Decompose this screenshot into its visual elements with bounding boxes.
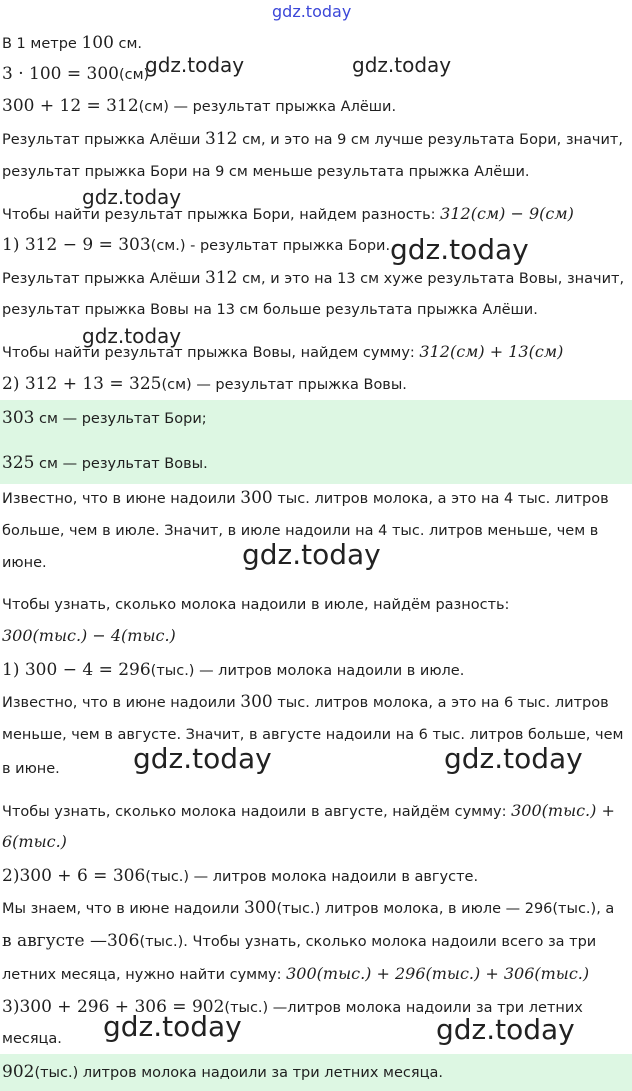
text-line: Чтобы узнать, сколько молока надоили в июле, найдём разность: bbox=[2, 597, 510, 613]
text-line: Известно, что в июне надоили 300 тыс. литров молока, а это на 4 тыс. литров bbox=[2, 488, 609, 508]
text-line: Чтобы найти результат прыжка Вовы, найдем сумму: 312(см) + 13(см) bbox=[2, 342, 564, 361]
text-line: летних месяца, нужно найти сумму: 300(тыс.) + 296(тыс.) + 306(тыс.) bbox=[2, 964, 590, 983]
equation-line: 300(тыс.) − 4(тыс.) bbox=[2, 626, 176, 645]
watermark: gdz.today bbox=[103, 1010, 242, 1043]
text-line: Чтобы узнать, сколько молока надоили в августе, найдём сумму: 300(тыс.) + bbox=[2, 801, 615, 820]
text-line: в августе —306(тыс.). Чтобы узнать, сколько молока надоили всего за три bbox=[2, 931, 597, 951]
watermark: gdz.today bbox=[444, 742, 583, 775]
watermark-top: gdz.today bbox=[272, 2, 352, 21]
watermark: gdz.today bbox=[436, 1013, 575, 1046]
text-line: Чтобы найти результат прыжка Бори, найдем разность: 312(см) − 9(см) bbox=[2, 204, 574, 223]
answer-line: 902(тыс.) литров молока надоили за три летних месяца. bbox=[2, 1062, 443, 1082]
equation-line: 300 + 12 = 312(см) — результат прыжка Алёши. bbox=[2, 96, 397, 116]
watermark: gdz.today bbox=[133, 742, 272, 775]
watermark: gdz.today bbox=[242, 538, 381, 571]
text-line: меньше, чем в августе. Значит, в августе надоили на 6 тыс. литров больше, чем bbox=[2, 727, 624, 743]
text-line: Мы знаем, что в июне надоили 300(тыс.) литров молока, в июле — 296(тыс.), а bbox=[2, 898, 615, 918]
equation-line: 3)300 + 296 + 306 = 902(тыс.) —литров молока надоили за три летних bbox=[2, 997, 583, 1017]
text-line: результат прыжка Бори на 9 см меньше результата прыжка Алёши. bbox=[2, 164, 530, 180]
text-line: Результат прыжка Алёши 312 см, и это на 13 см хуже результата Вовы, значит, bbox=[2, 268, 625, 288]
text-line: В 1 метре 100 см. bbox=[2, 33, 143, 53]
equation-line: 1) 300 − 4 = 296(тыс.) — литров молока надоили в июле. bbox=[2, 660, 465, 680]
equation-line: 2) 312 + 13 = 325(см) — результат прыжка Вовы. bbox=[2, 374, 407, 394]
watermark: gdz.today bbox=[82, 185, 182, 209]
watermark: gdz.today bbox=[145, 53, 245, 77]
watermark: gdz.today bbox=[82, 324, 182, 348]
text-line: больше, чем в июле. Значит, в июле надоили на 4 тыс. литров меньше, чем в bbox=[2, 523, 599, 539]
equation-line: 2)300 + 6 = 306(тыс.) — литров молока надоили в августе. bbox=[2, 866, 479, 886]
text-line: в июне. bbox=[2, 761, 60, 777]
answer-line: 303 см — результат Бори; bbox=[2, 408, 207, 428]
equation-line: 6(тыс.) bbox=[2, 832, 67, 851]
equation-line: 3 · 100 = 300(см) bbox=[2, 64, 150, 84]
text-line: результат прыжка Вовы на 13 см больше результата прыжка Алёши. bbox=[2, 302, 538, 318]
equation-line: 1) 312 − 9 = 303(см.) - результат прыжка Бори. bbox=[2, 235, 391, 255]
text-line: месяца. bbox=[2, 1031, 62, 1047]
watermark: gdz.today bbox=[352, 53, 452, 77]
answer-line: 325 см — результат Вовы. bbox=[2, 453, 208, 473]
text-line: Результат прыжка Алёши 312 см, и это на 9 см лучше результата Бори, значит, bbox=[2, 129, 623, 149]
text-line: июне. bbox=[2, 555, 47, 571]
watermark: gdz.today bbox=[390, 233, 529, 266]
text-line: Известно, что в июне надоили 300 тыс. литров молока, а это на 6 тыс. литров bbox=[2, 692, 609, 712]
